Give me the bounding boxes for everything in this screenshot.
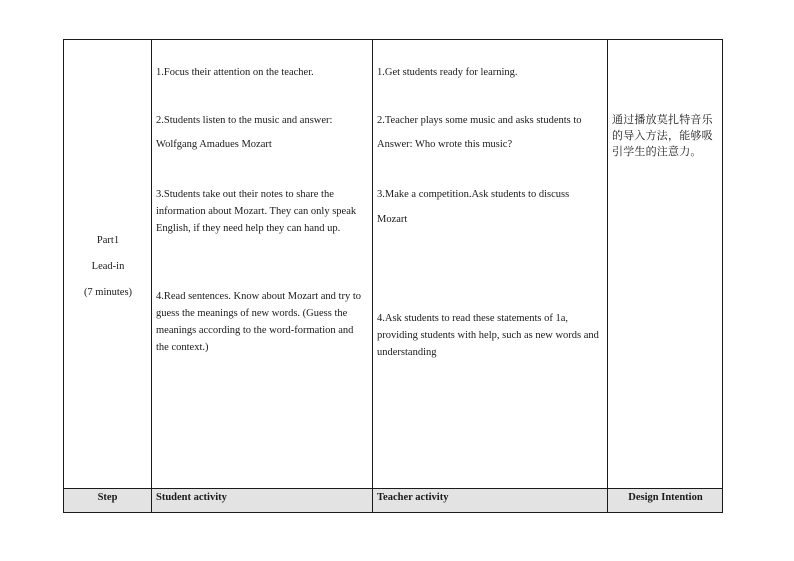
student-item-2-line-2: Wolfgang Amadues Mozart	[156, 139, 272, 150]
teacher-item-2-line-2: Answer: Who wrote this music?	[377, 139, 513, 150]
teacher-item-3-line-1: 3.Make a competition.Ask students to discuss	[377, 189, 570, 200]
header-student-activity: Student activity	[156, 492, 227, 503]
teacher-item-2-line-1: 2.Teacher plays some music and asks students to	[377, 115, 582, 126]
student-item-4: 4.Read sentences. Know about Mozart and try to guess the meanings of new words. (Guess the meanings according to the word-formation and the context.)	[156, 291, 361, 353]
teacher-item-3-line-2: Mozart	[377, 214, 408, 225]
student-item-2-line-1: 2.Students listen to the music and answer:	[156, 115, 333, 126]
lesson-plan-table	[63, 39, 723, 513]
header-teacher-activity: Teacher activity	[377, 492, 449, 503]
teacher-item-1: 1.Get students ready for learning.	[377, 67, 518, 78]
student-item-1: 1.Focus their attention on the teacher.	[156, 67, 314, 78]
teacher-item-4: 4.Ask students to read these statements of 1a, providing students with help, such as new words and understanding	[377, 313, 599, 358]
row-divider	[64, 488, 722, 489]
step-name: Lead-in	[91, 261, 125, 272]
header-design-intention: Design Intention	[628, 492, 703, 503]
step-time: (7 minutes)	[83, 287, 133, 298]
student-item-3: 3.Students take out their notes to share the information about Mozart. They can only speak English, if they need help they can hand up.	[156, 189, 357, 234]
step-cell	[64, 228, 152, 306]
header-step: Step	[97, 492, 118, 503]
step-part: Part1	[96, 235, 120, 246]
column-divider	[372, 40, 373, 512]
design-intention-text: 通过播放莫扎特音乐的导入方法，能够吸引学生的注意力。	[612, 113, 713, 158]
column-divider	[607, 40, 608, 512]
